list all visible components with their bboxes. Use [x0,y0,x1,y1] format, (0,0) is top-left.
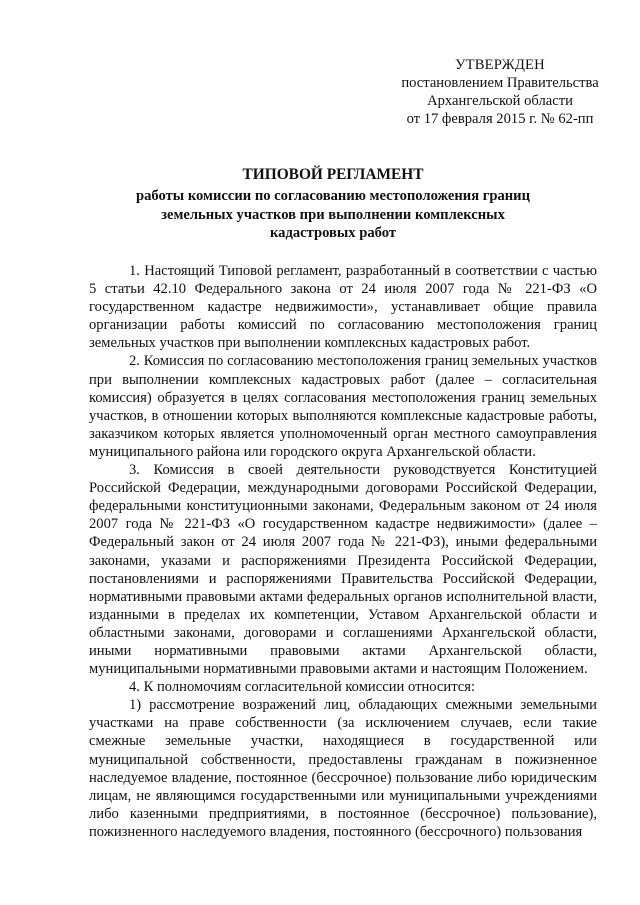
document-title: ТИПОВОЙ РЕГЛАМЕНТ [242,166,424,183]
paragraph-2: 2. Комиссия по согласованию местоположения границ земельных участков при выполнении комплексных кадастровых работ (далее – согласительная комиссия) образуется в целях согласования местоположения границ земельных участков, в отношении которых выполняются комплексные кадастровые работы, заказчиком которых является уполномоченный орган местного самоуправления муниципального района или городского округа Архангельской области. [89,353,597,460]
document-subtitle-line-1: работы комиссии по согласованию местоположения границ [135,188,531,204]
approval-title: УТВЕРЖДЕН [455,57,545,73]
document-subtitle-line-3: кадастровых работ [269,225,397,242]
approval-date-number: от 17 февраля 2015 г. № 62-пп [406,111,594,128]
document-heading [88,165,578,243]
paragraph-4: 4. К полномочиям согласительной комиссии относится: [129,679,476,696]
approval-stamp [376,56,624,128]
document-body [89,262,597,905]
paragraph-3: 3. Комиссия в своей деятельности руководствуется Конституцией Российской Федерации, международными договорами Российской Федерации, федеральными конституционными законами, Федеральным законом от 24 июля 2007 года № 221-ФЗ «О государственном кадастре недвижимости» (далее – Федеральный закон от 24 июля 2007 года № 221-ФЗ), иными федеральными законами, указами и распоряжениями Президента Российской Федерации, постановлениями и распоряжениями Правительства Российской Федерации, нормативными правовыми актами федеральных органов исполнительной власти, изданными в пределах их компетенции, Уставом Архангельской области и областными законами, договорами и соглашениями Архангельской области, иными нормативными правовыми актами Архангельской области, муниципальными нормативными правовыми актами и настоящим Положением. [89,462,597,678]
approval-authority: постановлением Правительства [401,75,599,92]
approval-region: Архангельской области [427,93,573,110]
document-subtitle-line-2: земельных участков при выполнении комплексных [161,206,505,223]
paragraph-1: 1. Настоящий Типовой регламент, разработанный в соответствии с частью 5 статьи 42.10 Федерального закона от 24 июля 2007 года № 221-ФЗ «О государственном кадастре недвижимости», устанавливает общие правила организации работы комиссий по согласованию местоположения границ земельных участков при выполнении комплексных кадастровых работ. [89,263,597,352]
paragraph-4-item-1: 1) рассмотрение возражений лиц, обладающих смежными земельными участками на праве собственности (за исключением случаев, если такие смежные земельные участки, находящиеся в государственной или муниципальной собственности, предоставлены гражданам в пожизненное наследуемое владение, постоянное (бессрочное) пользование либо юридическим лицам, не являющимся государственными или муниципальными учреждениями либо казенными предприятиями, в постоянное (бессрочное) пользование), пожизненного наследуемого владения, постоянного (бессрочного) пользования [89,697,597,840]
